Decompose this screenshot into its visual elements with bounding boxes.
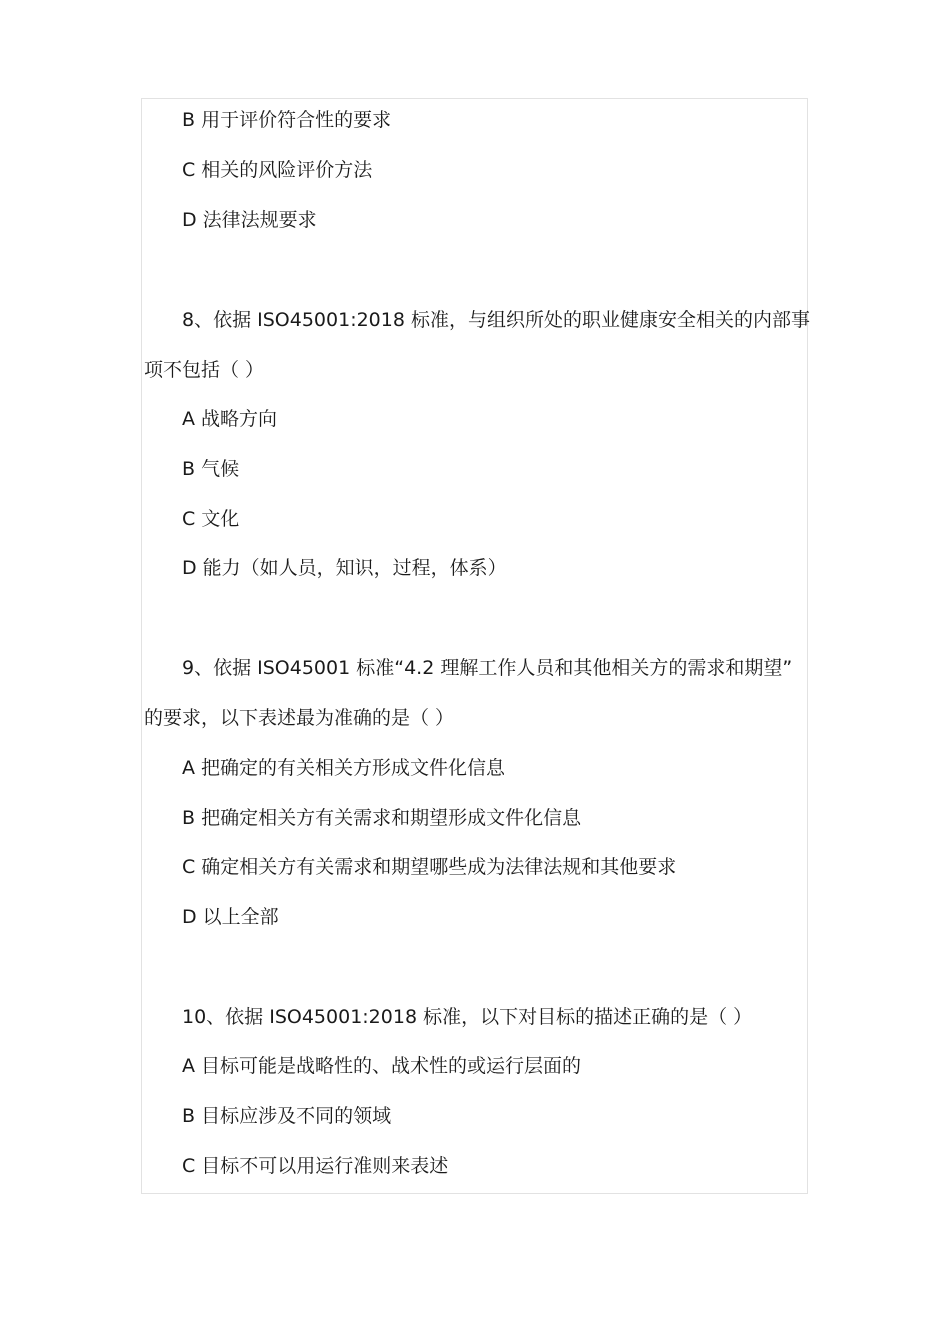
q10-option-b: B 目标应涉及不同的领域 [182, 1105, 392, 1127]
q9-option-c: C 确定相关方有关需求和期望哪些成为法律法规和其他要求 [182, 856, 677, 878]
q8-option-a: A 战略方向 [182, 408, 278, 430]
q9-option-a: A 把确定的有关相关方形成文件化信息 [182, 757, 506, 779]
question-9-text: 9、依据 ISO45001 标准“4.2 理解工作人员和其他相关方的需求和期望” [182, 657, 793, 679]
prev-option-b: B 用于评价符合性的要求 [182, 109, 392, 131]
prev-option-c: C 相关的风险评价方法 [182, 159, 373, 181]
question-8-text: 8、依据 ISO45001:2018 标准，与组织所处的职业健康安全相关的内部事 [182, 309, 810, 331]
q8-option-c: C 文化 [182, 508, 240, 530]
page-frame [141, 98, 808, 1194]
q10-option-a: A 目标可能是战略性的、战术性的或运行层面的 [182, 1055, 582, 1077]
q9-option-b: B 把确定相关方有关需求和期望形成文件化信息 [182, 807, 582, 829]
q10-option-c: C 目标不可以用运行准则来表述 [182, 1155, 449, 1177]
question-9-text-cont: 的要求，以下表述最为准确的是（ ） [144, 707, 455, 729]
q8-option-d: D 能力（如人员，知识，过程，体系） [182, 557, 507, 579]
prev-option-d: D 法律法规要求 [182, 209, 317, 231]
question-8-text-cont: 项不包括（ ） [144, 359, 265, 381]
q8-option-b: B 气候 [182, 458, 240, 480]
question-10-text: 10、依据 ISO45001:2018 标准，以下对目标的描述正确的是（ ） [182, 1006, 753, 1028]
q9-option-d: D 以上全部 [182, 906, 279, 928]
